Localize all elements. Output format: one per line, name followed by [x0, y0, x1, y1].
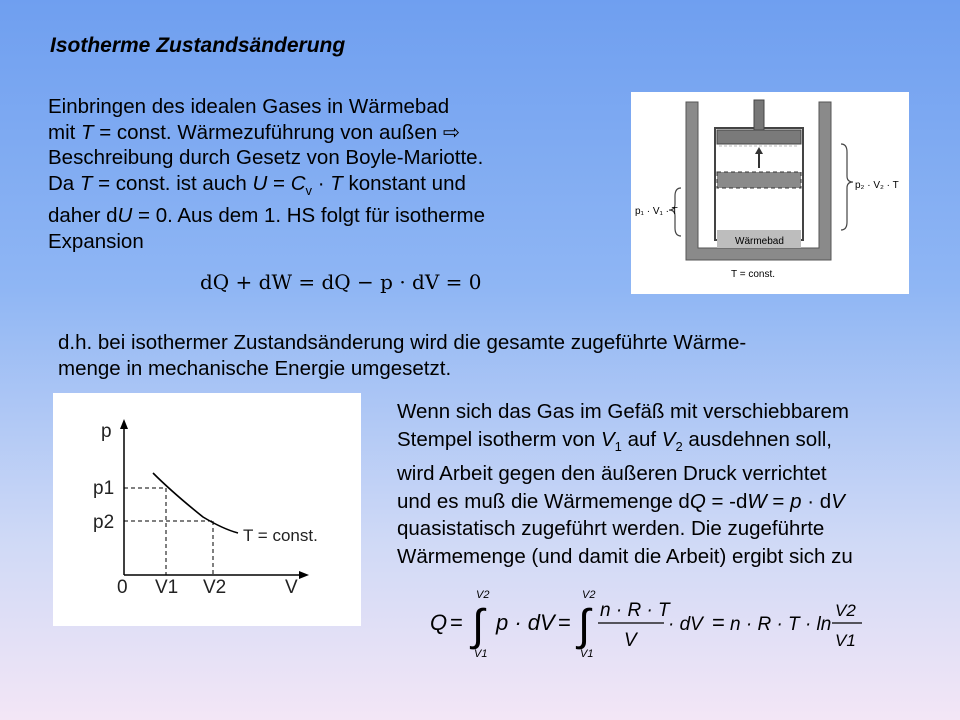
integrand-dV: · dV	[668, 614, 703, 635]
conclusion-line-1: d.h. bei isothermer Zustandsänderung wird die gesamte zugeführte Wärme-	[58, 331, 747, 354]
bath-label: Wärmebad	[735, 236, 784, 247]
work-paragraph	[397, 398, 957, 570]
conclusion-paragraph	[58, 330, 938, 381]
conclusion-line-2: menge in mechanische Energie umgesetzt.	[58, 356, 452, 380]
page-title: Isotherme Zustandsänderung	[50, 34, 346, 57]
ln-numerator: V2	[835, 601, 856, 620]
heat-bath-diagram	[631, 92, 909, 294]
curve-label: T = const.	[243, 526, 318, 545]
v-axis-label: V	[285, 577, 298, 598]
intro-line-2: mit T = const. Wärmezuführung von außen ⇨	[48, 120, 460, 144]
work-line-1: Wenn sich das Gas im Gefäß mit verschiebbarem	[397, 400, 849, 423]
p2-label: p2	[93, 512, 115, 533]
piston-initial	[717, 172, 801, 188]
state-1-label: p₁ · V₁ · T	[635, 206, 678, 217]
work-line-2: Stempel isotherm von $V_1$ auf $V_2$ ausdehnen soll,	[397, 427, 832, 454]
fraction-numerator: n · R · T	[600, 600, 670, 621]
eq-Q: Q	[430, 610, 448, 635]
result-expression: n · R · T · ln	[730, 614, 832, 635]
integral-2-upper: V2	[582, 589, 596, 601]
work-line-3: wird Arbeit gegen den äußeren Druck verrichtet	[397, 462, 827, 486]
origin-label: 0	[117, 577, 128, 598]
intro-line-4: Da T = const. ist auch $U = C_v \cdot T$ konstant und	[48, 171, 466, 198]
work-line-4: und es muß die Wärmemenge dQ = -dW = p · dV	[397, 489, 845, 513]
temperature-label: T = const.	[731, 269, 776, 280]
eq-equals-1: =	[450, 610, 463, 635]
heat-integral-equation	[430, 588, 870, 658]
eq-equals-3: =	[712, 610, 725, 635]
state-2-label: p₂ · V₂ · T	[855, 180, 899, 191]
integral-sign-1: ∫	[472, 601, 485, 650]
intro-line-6: Expansion	[48, 229, 144, 253]
work-line-5: quasistatisch zugeführt werden. Die zugeführte	[397, 517, 825, 541]
work-line-6: Wärmemenge (und damit die Arbeit) ergibt sich zu	[397, 544, 853, 568]
p-axis-label: p	[101, 421, 112, 442]
integral-1-integrand: p · dV	[496, 610, 555, 635]
p1-label: p1	[93, 478, 115, 499]
first-law-equation: dQ + dW = dQ − p · dV = 0	[200, 270, 482, 294]
piston-rod	[754, 100, 764, 130]
eq-equals-2: =	[558, 610, 571, 635]
integral-sign-2: ∫	[578, 601, 591, 650]
intro-line-5: daher dU = 0. Aus dem 1. HS folgt für isotherme	[48, 204, 485, 228]
pv-diagram	[53, 393, 361, 626]
fraction-denominator: V	[624, 630, 637, 651]
integral-1-upper: V2	[476, 589, 490, 601]
intro-paragraph	[48, 94, 608, 254]
ln-denominator: V1	[835, 631, 856, 650]
V1-label: V1	[155, 577, 179, 598]
integral-1-lower: V1	[474, 648, 488, 658]
intro-line-3: Beschreibung durch Gesetz von Boyle-Mariotte.	[48, 146, 484, 169]
integral-2-lower: V1	[580, 648, 594, 658]
V2-label: V2	[203, 577, 227, 598]
intro-line-1: Einbringen des idealen Gases in Wärmebad	[48, 95, 450, 118]
piston-final	[717, 130, 801, 144]
